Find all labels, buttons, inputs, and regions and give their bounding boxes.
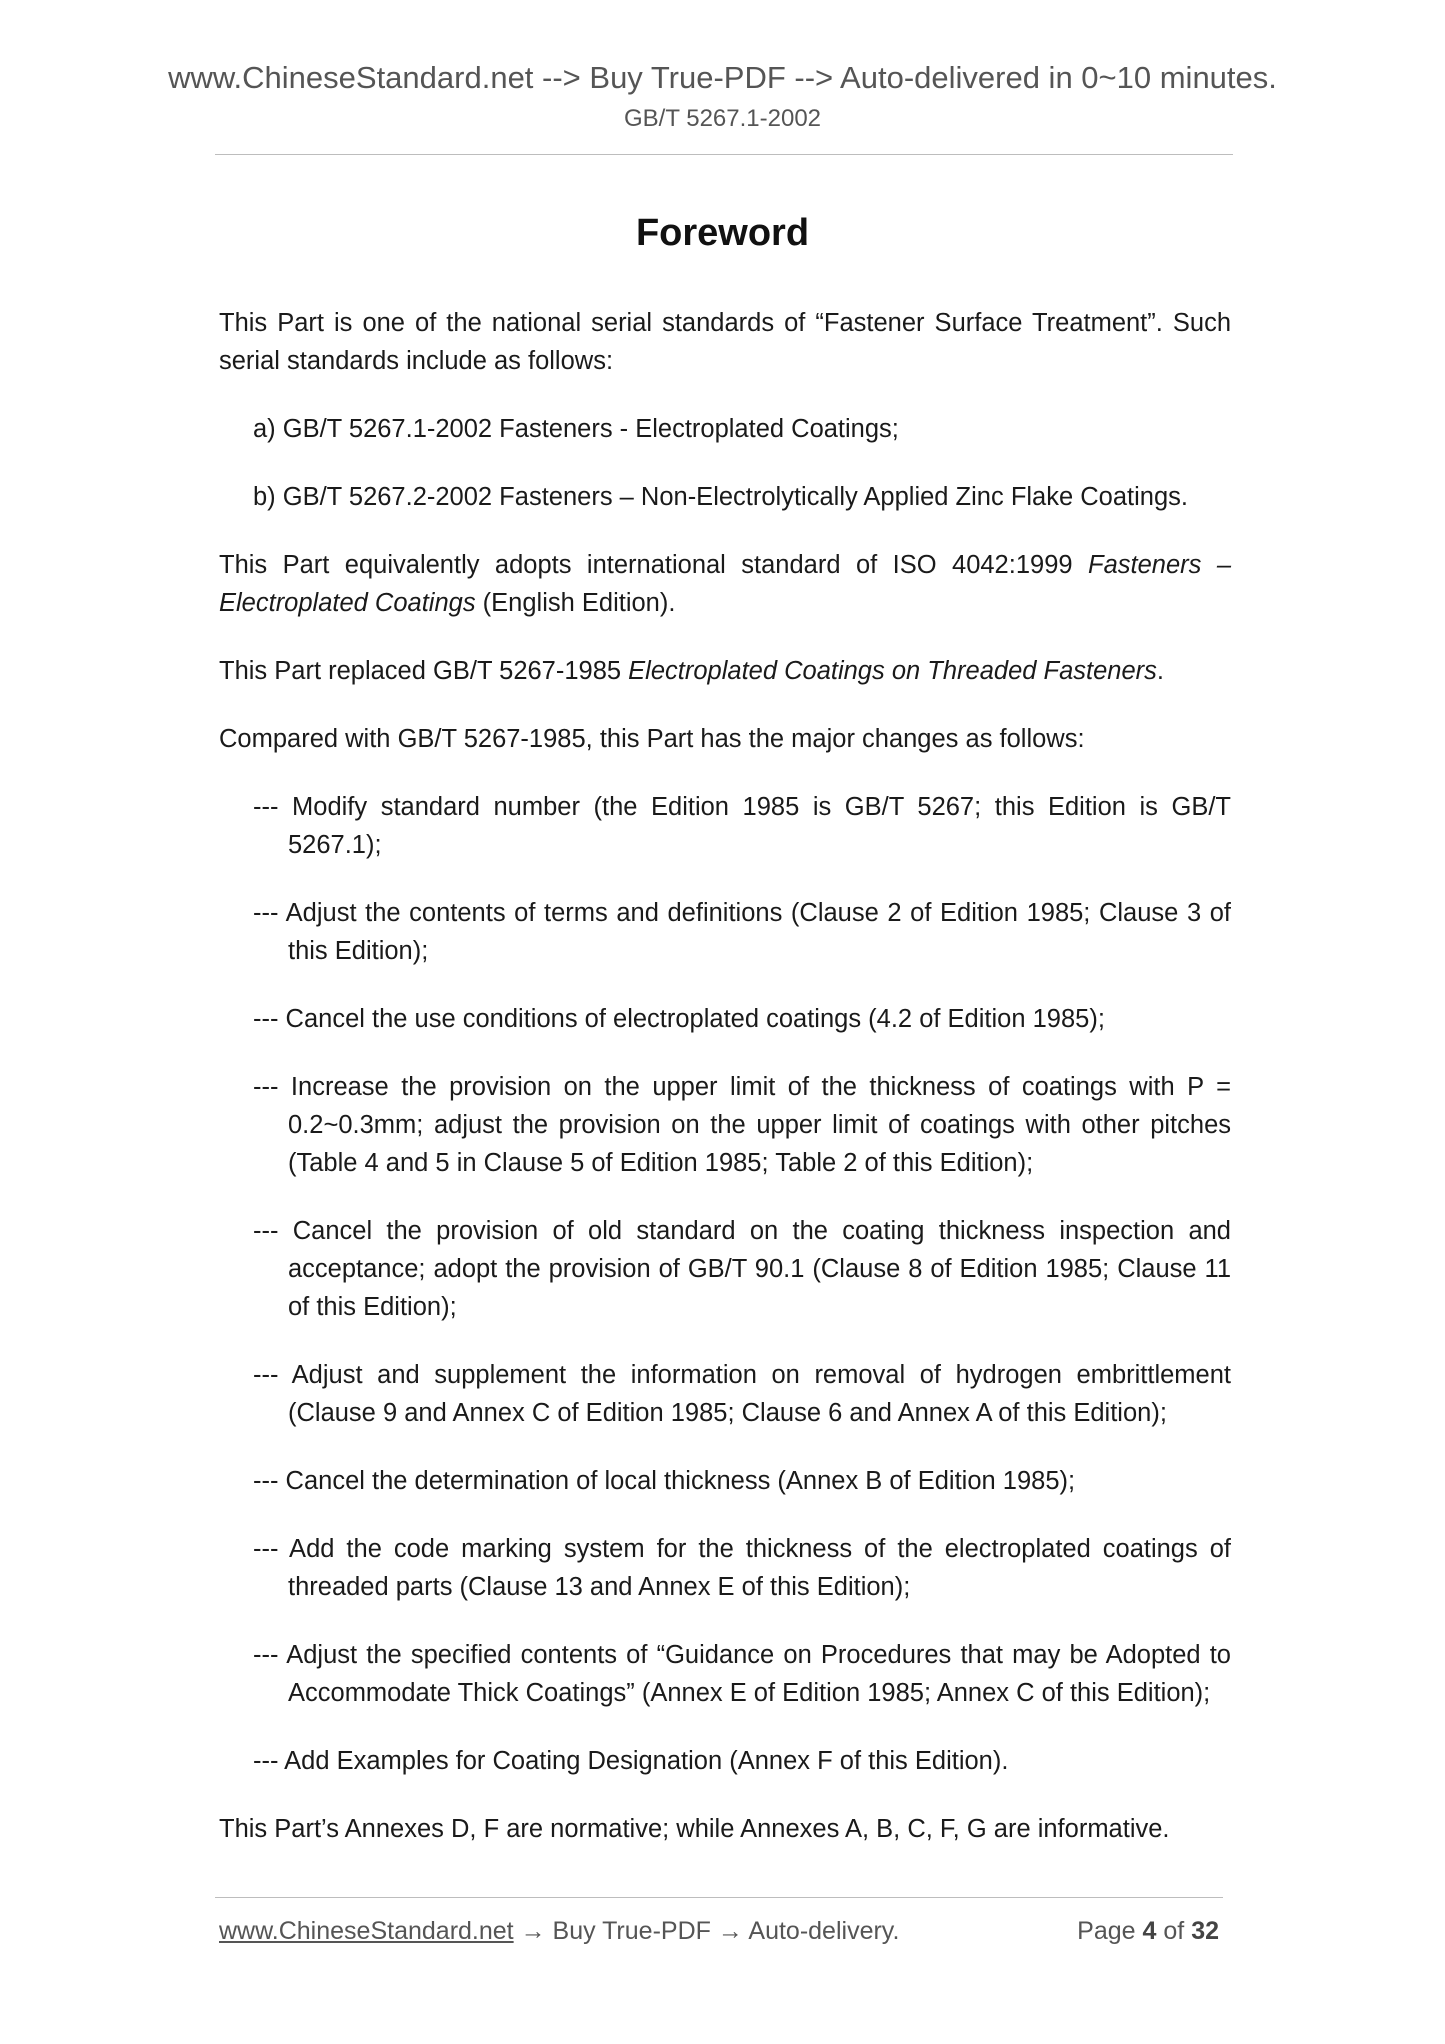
adopts-text: This Part equivalently adopts international standard of ISO 4042:1999 (219, 551, 1088, 579)
page-title: Foreword (635, 212, 810, 254)
change-item: --- Cancel the determination of local thickness (Annex B of Edition 1985); (253, 1467, 1076, 1495)
page-number (1077, 1914, 1219, 1948)
change-item: --- Add the code marking system for the thickness of the electroplated coatings of threaded parts (Clause 13 and Annex E of this Edition); (253, 1535, 1231, 1601)
adopts-suffix: (English Edition). (475, 589, 676, 617)
intro-paragraph: This Part is one of the national serial standards of “Fastener Surface Treatment”. Such serial standards include as follows: (219, 309, 1231, 375)
replaced-text: This Part replaced GB/T 5267-1985 (219, 657, 629, 685)
footer-divider (215, 1897, 1223, 1898)
changes-intro: Compared with GB/T 5267-1985, this Part has the major changes as follows: (219, 725, 1085, 753)
page-total: 32 (1191, 1917, 1219, 1945)
change-item: --- Cancel the use conditions of electroplated coatings (4.2 of Edition 1985); (253, 1005, 1105, 1033)
change-item: --- Adjust the specified contents of “Guidance on Procedures that may be Adopted to Accommodate Thick Coatings” (Annex E of Edition 1985; Annex C of this Edition); (253, 1641, 1231, 1707)
page-label: Page (1077, 1917, 1136, 1945)
standard-code: GB/T 5267.1-2002 (623, 105, 822, 132)
page-current: 4 (1142, 1917, 1157, 1945)
change-item: --- Cancel the provision of old standard on the coating thickness inspection and acceptance; adopt the provision of GB/T 90.1 (Clause 8 of Edition 1985; Clause 11 of this Edition); (253, 1217, 1231, 1321)
footer-site-link[interactable]: www.ChineseStandard.net (219, 1917, 514, 1945)
change-item: --- Modify standard number (the Edition 1985 is GB/T 5267; this Edition is GB/T 5267.1); (253, 793, 1231, 859)
change-item: --- Add Examples for Coating Designation (Annex F of this Edition). (253, 1747, 1009, 1775)
adopts-title: Fasteners – Electroplated Coatings (219, 551, 1231, 617)
page-footer (219, 1914, 1231, 1948)
footer-tagline: → Buy True-PDF → Auto-delivery. (513, 1917, 900, 1945)
series-item: a) GB/T 5267.1-2002 Fasteners - Electroplated Coatings; (253, 415, 899, 443)
replaced-title: Electroplated Coatings on Threaded Fasteners (628, 657, 1157, 685)
page-of: of (1163, 1917, 1185, 1945)
header-divider (215, 154, 1233, 155)
change-item: --- Increase the provision on the upper limit of the thickness of coatings with P = 0.2~0.3mm; adjust the provision on the upper limit of coatings with other pitches (Table 4 and 5 in Clause 5 of Edition 1985; Table 2 of this Edition); (253, 1073, 1231, 1177)
change-item: --- Adjust the contents of terms and definitions (Clause 2 of Edition 1985; Clause 3 of this Edition); (253, 899, 1231, 965)
top-banner: www.ChineseStandard.net --> Buy True-PDF --> Auto-delivered in 0~10 minutes. (168, 60, 1277, 95)
annexes-paragraph: This Part’s Annexes D, F are normative; while Annexes A, B, C, F, G are informative. (219, 1815, 1170, 1843)
change-item: --- Adjust and supplement the information on removal of hydrogen embrittlement (Clause 9 and Annex C of Edition 1985; Clause 6 and Annex A of this Edition); (253, 1361, 1231, 1427)
replaced-suffix: . (1156, 657, 1164, 685)
foreword-body (219, 304, 1231, 1878)
series-item: b) GB/T 5267.2-2002 Fasteners – Non-Electrolytically Applied Zinc Flake Coatings. (253, 483, 1188, 511)
replaced-paragraph (219, 652, 1231, 690)
adopts-paragraph (219, 546, 1231, 622)
